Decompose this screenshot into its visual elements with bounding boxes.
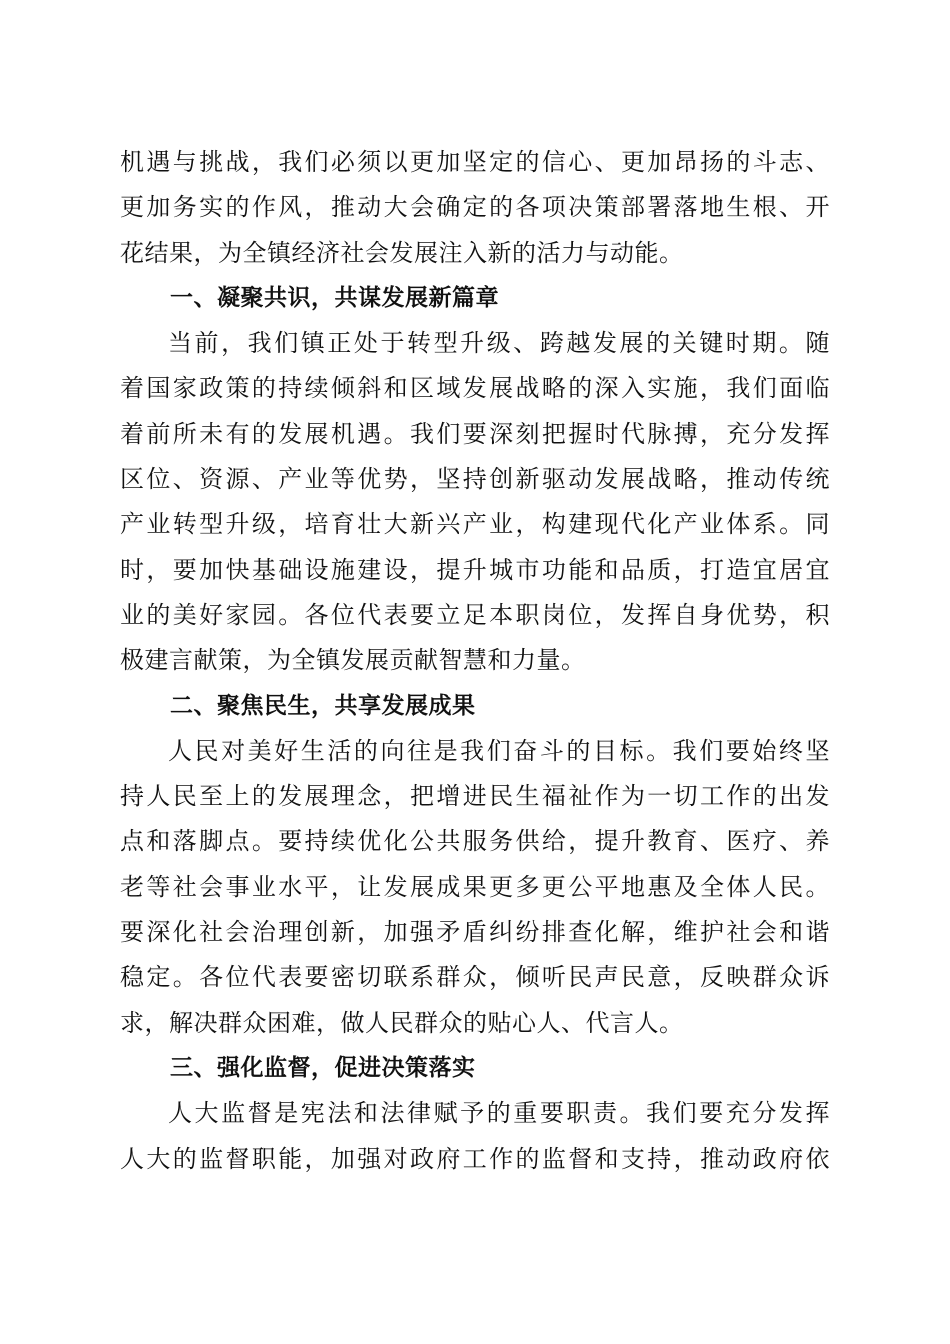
paragraph-line: 当前，我们镇正处于转型升级、跨越发展的关键时期。随 xyxy=(168,329,830,358)
paragraph-line: 机遇与挑战，我们必须以更加坚定的信心、更加昂扬的斗志、 xyxy=(120,148,830,176)
paragraph-line: 花结果，为全镇经济社会发展注入新的活力与动能。 xyxy=(120,238,684,267)
paragraph-line: 人大监督是宪法和法律赋予的重要职责。我们要充分发挥 xyxy=(168,1099,830,1128)
paragraph-line: 极建言献策，为全镇发展贡献智慧和力量。 xyxy=(120,646,586,675)
paragraph-line: 着国家政策的持续倾斜和区域发展战略的深入实施，我们面临 xyxy=(120,374,830,403)
paragraph-line: 着前所未有的发展机遇。我们要深刻把握时代脉搏，充分发挥 xyxy=(120,419,830,448)
paragraph-line: 要深化社会治理创新，加强矛盾纠纷排查化解，维护社会和谐 xyxy=(120,918,830,947)
paragraph-line: 老等社会事业水平，让发展成果更多更公平地惠及全体人民。 xyxy=(120,872,830,901)
section-heading: 一、凝聚共识，共谋发展新篇章 xyxy=(170,284,499,311)
paragraph-line: 区位、资源、产业等优势，坚持创新驱动发展战略，推动传统 xyxy=(120,465,830,494)
paragraph-line: 稳定。各位代表要密切联系群众，倾听民声民意，反映群众诉 xyxy=(120,963,830,992)
section-heading: 三、强化监督，促进决策落实 xyxy=(170,1054,476,1081)
paragraph-line: 时，要加快基础设施建设，提升城市功能和品质，打造宜居宜 xyxy=(120,555,830,584)
paragraph-line: 更加务实的作风，推动大会确定的各项决策部署落地生根、开 xyxy=(120,193,830,222)
paragraph-line: 求，解决群众困难，做人民群众的贴心人、代言人。 xyxy=(120,1008,684,1037)
section-heading: 二、聚焦民生，共享发展成果 xyxy=(170,692,476,719)
paragraph-line: 点和落脚点。要持续优化公共服务供给，提升教育、医疗、养 xyxy=(120,827,830,856)
paragraph-line: 人民对美好生活的向往是我们奋斗的目标。我们要始终坚 xyxy=(168,736,830,765)
paragraph-line: 产业转型升级，培育壮大新兴产业，构建现代化产业体系。同 xyxy=(120,510,830,539)
paragraph-line: 人大的监督职能，加强对政府工作的监督和支持，推动政府依 xyxy=(120,1144,830,1173)
document-body xyxy=(120,140,830,1182)
paragraph-line: 持人民至上的发展理念，把增进民生福祉作为一切工作的出发 xyxy=(120,782,830,811)
paragraph-line: 业的美好家园。各位代表要立足本职岗位，发挥自身优势，积 xyxy=(120,600,830,629)
